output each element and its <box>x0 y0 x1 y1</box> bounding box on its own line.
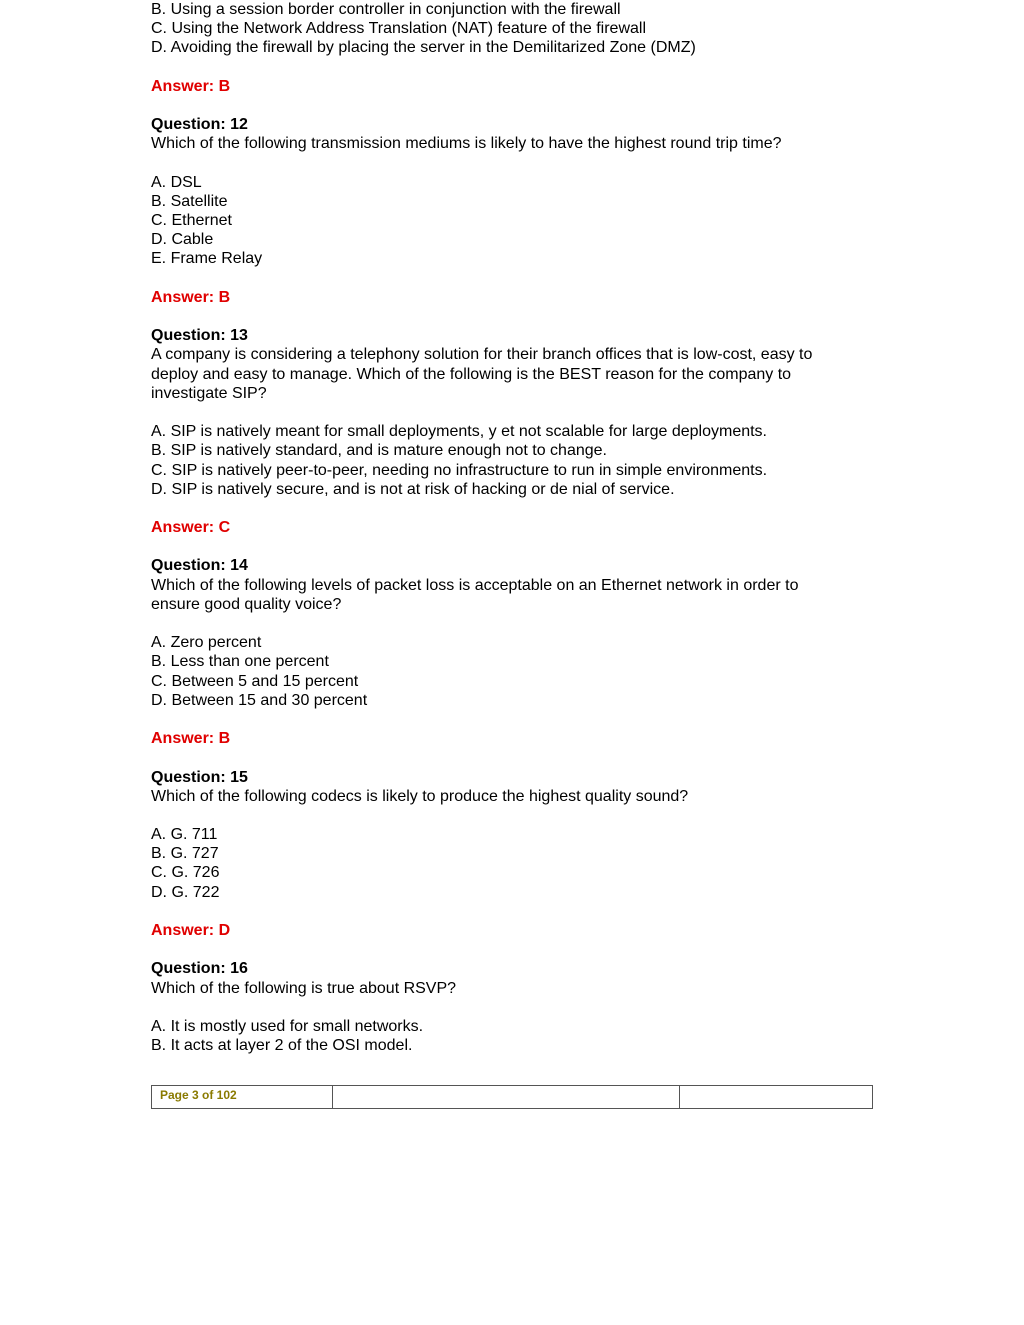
option-line: D. Avoiding the firewall by placing the server in the Demilitarized Zone (DMZ) <box>151 39 696 57</box>
option-line: C. Ethernet <box>151 212 232 230</box>
answer-label: Answer: B <box>151 288 231 306</box>
option-line: C. SIP is natively peer-to-peer, needing no infrastructure to run in simple environments. <box>151 461 768 479</box>
question-text: deploy and easy to manage. Which of the following is the BEST reason for the company to <box>151 365 792 383</box>
footer-cell-empty <box>333 1086 680 1108</box>
answer-label: Answer: C <box>151 519 231 537</box>
question-title: Question: 16 <box>151 960 248 978</box>
question-block <box>151 556 911 748</box>
option-line: A. Zero percent <box>151 634 262 652</box>
option-line: D. Cable <box>151 231 214 249</box>
answer-label: Answer: D <box>151 922 231 939</box>
page-number: Page 3 of 102 <box>160 1088 237 1102</box>
question-block <box>151 959 911 1055</box>
option-line: C. Between 5 and 15 percent <box>151 672 359 690</box>
question-title: Question: 13 <box>151 327 248 345</box>
question-block <box>151 326 911 537</box>
question-block <box>151 768 911 941</box>
question-block <box>151 115 911 307</box>
option-line: C. Using the Network Address Translation (NAT) feature of the firewall <box>151 20 647 38</box>
option-line: D. SIP is natively secure, and is not at risk of hacking or de nial of service. <box>151 480 675 498</box>
page-footer <box>151 1085 873 1109</box>
option-line: B. Satellite <box>151 192 228 210</box>
option-line: C. G. 726 <box>151 864 220 882</box>
previous-question-options <box>151 0 911 58</box>
footer-cell-empty <box>680 1086 872 1108</box>
question-title: Question: 15 <box>151 768 248 786</box>
option-line: A. SIP is natively meant for small deployments, y et not scalable for large deployments. <box>151 423 767 441</box>
question-text: ensure good quality voice? <box>151 595 342 613</box>
answer-label: Answer: B <box>151 730 231 748</box>
question-text: Which of the following levels of packet loss is acceptable on an Ethernet network in order to <box>151 576 799 594</box>
question-title: Question: 12 <box>151 116 248 134</box>
document-body <box>151 0 911 1055</box>
question-title: Question: 14 <box>151 557 248 575</box>
option-line: A. DSL <box>151 173 202 191</box>
option-line: B. Less than one percent <box>151 653 329 671</box>
question-text: A company is considering a telephony solution for their branch offices that is low-cost, easy to <box>151 346 813 364</box>
option-line: E. Frame Relay <box>151 250 263 268</box>
question-text: Which of the following codecs is likely to produce the highest quality sound? <box>151 787 689 805</box>
question-text: investigate SIP? <box>151 384 267 402</box>
option-line: A. G. 711 <box>151 826 218 844</box>
question-text: Which of the following transmission mediums is likely to have the highest round trip time? <box>151 135 782 153</box>
option-line: B. SIP is natively standard, and is mature enough not to change. <box>151 442 607 460</box>
option-line: A. It is mostly used for small networks. <box>151 1017 424 1035</box>
question-text: Which of the following is true about RSVP? <box>151 979 457 997</box>
option-line: B. Using a session border controller in conjunction with the firewall <box>151 1 621 18</box>
option-line: B. G. 727 <box>151 845 219 863</box>
option-line: B. It acts at layer 2 of the OSI model. <box>151 1037 413 1055</box>
option-line: D. Between 15 and 30 percent <box>151 691 368 709</box>
answer-label: Answer: B <box>151 77 231 95</box>
option-line: D. G. 722 <box>151 883 220 901</box>
footer-cell-page <box>152 1086 333 1108</box>
